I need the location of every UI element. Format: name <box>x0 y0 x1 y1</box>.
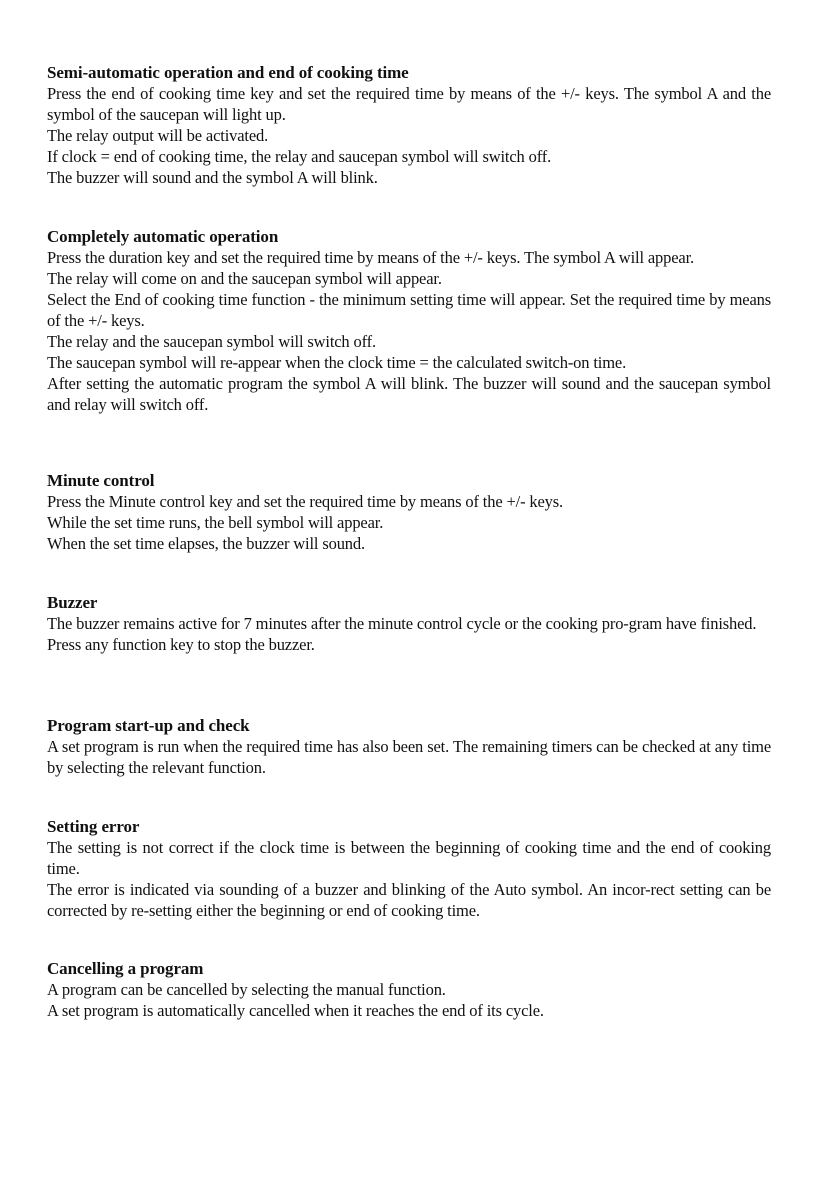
paragraph: When the set time elapses, the buzzer will sound. <box>47 534 365 553</box>
paragraph: While the set time runs, the bell symbol will appear. <box>47 513 384 532</box>
section-minute-control <box>47 470 771 554</box>
section-program-start-up <box>47 715 771 778</box>
paragraph: The error is indicated via sounding of a buzzer and blinking of the Auto symbol. An incor-rect setting can be corrected by re-setting either the beginning or end of cooking time. <box>47 880 771 920</box>
paragraph: After setting the automatic program the symbol A will blink. The buzzer will sound and the saucepan symbol and relay will switch off. <box>47 374 771 414</box>
section-title: Semi-automatic operation and end of cooking time <box>47 63 409 82</box>
paragraph: Press any function key to stop the buzzer. <box>47 635 315 654</box>
section-title: Cancelling a program <box>47 959 204 978</box>
paragraph: A set program is automatically cancelled when it reaches the end of its cycle. <box>47 1001 544 1020</box>
paragraph: A program can be cancelled by selecting the manual function. <box>47 980 446 999</box>
paragraph: The setting is not correct if the clock time is between the beginning of cooking time and the end of cooking time. <box>47 838 771 878</box>
paragraph: The buzzer remains active for 7 minutes after the minute control cycle or the cooking pro-gram have finished. <box>47 614 757 633</box>
paragraph: Press the end of cooking time key and set the required time by means of the +/- keys. The symbol A and the symbol of the saucepan will light up. <box>47 84 771 124</box>
section-cancelling-program <box>47 958 771 1021</box>
paragraph: Press the duration key and set the required time by means of the +/- keys. The symbol A will appear. <box>47 248 694 267</box>
section-title: Buzzer <box>47 593 98 612</box>
section-title: Program start-up and check <box>47 716 250 735</box>
paragraph: The relay will come on and the saucepan symbol will appear. <box>47 269 442 288</box>
paragraph: If clock = end of cooking time, the relay and saucepan symbol will switch off. <box>47 147 552 166</box>
section-title: Setting error <box>47 817 140 836</box>
section-completely-automatic <box>47 226 771 415</box>
section-semi-automatic <box>47 62 771 188</box>
paragraph: Press the Minute control key and set the required time by means of the +/- keys. <box>47 492 564 511</box>
section-title: Completely automatic operation <box>47 227 279 246</box>
section-buzzer <box>47 592 771 655</box>
paragraph: The relay output will be activated. <box>47 126 269 145</box>
section-title: Minute control <box>47 471 155 490</box>
paragraph: The buzzer will sound and the symbol A will blink. <box>47 168 378 187</box>
paragraph: Select the End of cooking time function - the minimum setting time will appear. Set the required time by means of the +/- keys. <box>47 290 771 330</box>
paragraph: A set program is run when the required time has also been set. The remaining timers can be checked at any time by selecting the relevant function. <box>47 737 771 777</box>
section-setting-error <box>47 816 771 921</box>
paragraph: The relay and the saucepan symbol will switch off. <box>47 332 376 351</box>
paragraph: The saucepan symbol will re-appear when the clock time = the calculated switch-on time. <box>47 353 627 372</box>
